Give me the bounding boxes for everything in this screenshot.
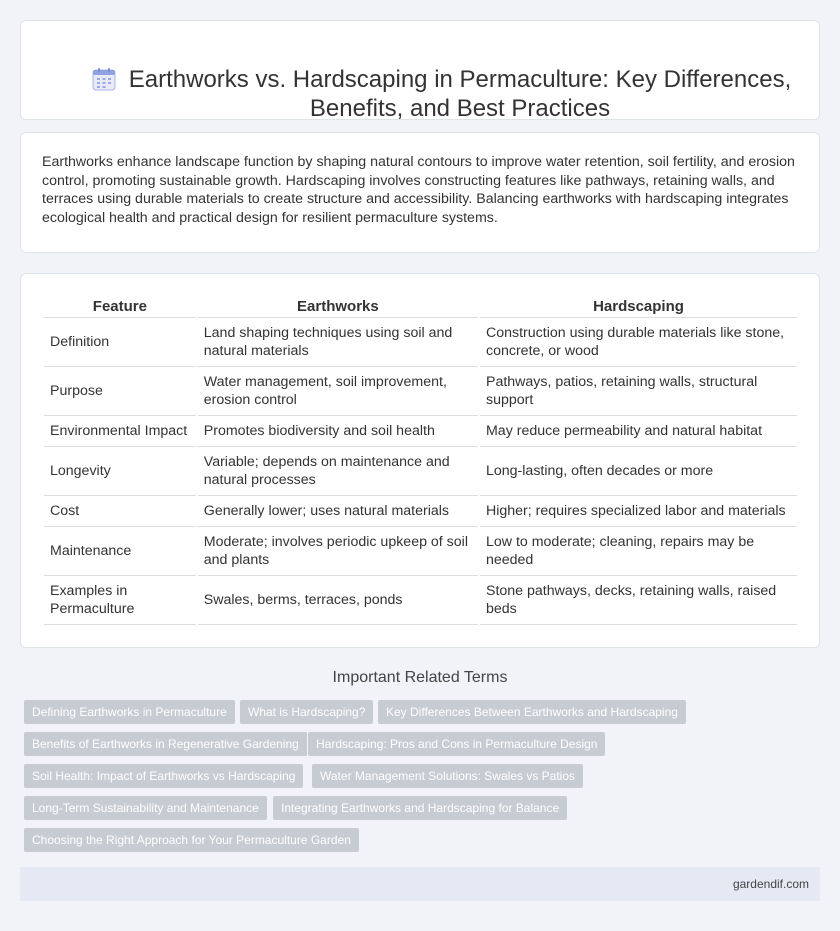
- related-tag[interactable]: Choosing the Right Approach for Your Permaculture Garden: [24, 828, 359, 852]
- table-cell: Longevity: [44, 447, 196, 496]
- related-terms-heading: Important Related Terms: [332, 669, 508, 686]
- table-row: [44, 527, 797, 576]
- table-cell: Environmental Impact: [44, 416, 196, 447]
- table-cell: Generally lower; uses natural materials: [198, 496, 478, 527]
- page-title: Earthworks vs. Hardscaping in Permaculture: Key Differences, Benefits, and Best Practices: [128, 66, 792, 122]
- table-cell: Purpose: [44, 367, 196, 416]
- header-feature: Feature: [44, 294, 196, 318]
- table-cell: Higher; requires specialized labor and materials: [480, 496, 797, 527]
- footer-site-link[interactable]: gardendif.com: [732, 877, 809, 891]
- comparison-table-card: [20, 273, 820, 648]
- related-tag[interactable]: Integrating Earthworks and Hardscaping for Balance: [273, 796, 567, 820]
- table-cell: Definition: [44, 318, 196, 367]
- table-cell: Low to moderate; cleaning, repairs may be needed: [480, 527, 797, 576]
- table-cell: Pathways, patios, retaining walls, structural support: [480, 367, 797, 416]
- table-cell: Land shaping techniques using soil and natural materials: [198, 318, 478, 367]
- table-cell: Water management, soil improvement, erosion control: [198, 367, 478, 416]
- related-tag[interactable]: Benefits of Earthworks in Regenerative Gardening: [24, 732, 307, 756]
- related-tag[interactable]: Key Differences Between Earthworks and Hardscaping: [378, 700, 686, 724]
- table-cell: May reduce permeability and natural habitat: [480, 416, 797, 447]
- title-card: [20, 20, 820, 120]
- related-tag[interactable]: Hardscaping: Pros and Cons in Permaculture Design: [308, 732, 605, 756]
- table-cell: Examples in Permaculture: [44, 576, 196, 625]
- table-cell: Stone pathways, decks, retaining walls, raised beds: [480, 576, 797, 625]
- related-tag[interactable]: Defining Earthworks in Permaculture: [24, 700, 235, 724]
- table-row: [44, 318, 797, 367]
- table-row: [44, 416, 797, 447]
- table-cell: Maintenance: [44, 527, 196, 576]
- table-row: [44, 496, 797, 527]
- table-cell: Moderate; involves periodic upkeep of soil and plants: [198, 527, 478, 576]
- table-cell: Cost: [44, 496, 196, 527]
- related-tag[interactable]: What is Hardscaping?: [240, 700, 373, 724]
- table-row: [44, 367, 797, 416]
- table-cell: Swales, berms, terraces, ponds: [198, 576, 478, 625]
- table-cell: Construction using durable materials like stone, concrete, or wood: [480, 318, 797, 367]
- table-row: [44, 447, 797, 496]
- table-cell: Variable; depends on maintenance and natural processes: [198, 447, 478, 496]
- table-cell: Long-lasting, often decades or more: [480, 447, 797, 496]
- header-hardscaping: Hardscaping: [480, 294, 797, 318]
- related-tag[interactable]: Soil Health: Impact of Earthworks vs Hardscaping: [24, 764, 303, 788]
- calendar-icon: [92, 67, 116, 91]
- table-cell: Promotes biodiversity and soil health: [198, 416, 478, 447]
- table-header-row: [44, 294, 797, 318]
- intro-card: [20, 132, 820, 253]
- header-earthworks: Earthworks: [198, 294, 478, 318]
- table-row: [44, 576, 797, 625]
- comparison-table: [42, 294, 799, 625]
- related-tag[interactable]: Long-Term Sustainability and Maintenance: [24, 796, 267, 820]
- related-tag[interactable]: Water Management Solutions: Swales vs Patios: [312, 764, 583, 788]
- intro-paragraph: Earthworks enhance landscape function by shaping natural contours to improve water retention, soil fertility, and erosion control, promoting sustainable growth. Hardscaping involves constructing features like pathways, retaining walls, and terraces using durable materials to create structure and accessibility. Balancing earthworks with hardscaping integrates ecological health and practical design for resilient permaculture systems.: [42, 154, 795, 226]
- footer: [20, 867, 820, 901]
